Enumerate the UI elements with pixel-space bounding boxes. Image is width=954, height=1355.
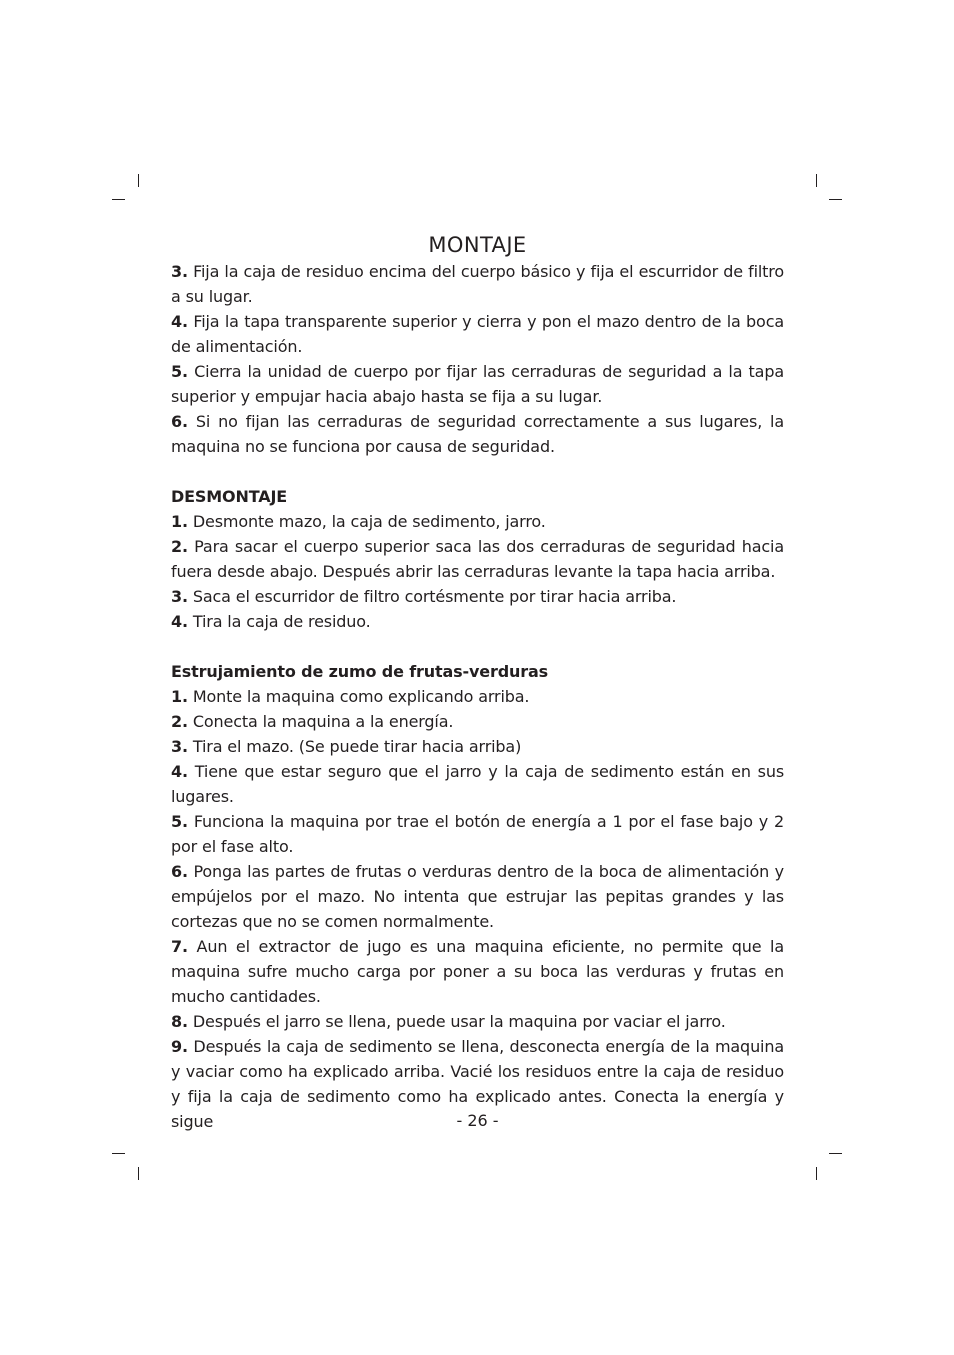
- item-text: Ponga las partes de frutas o verduras dentro de la boca de alimentación y empújelos por el mazo. No intenta que estrujar las pepitas grandes y las cortezas que no se comen normalmente.: [171, 862, 785, 931]
- item-text: Si no fijan las cerraduras de seguridad correctamente a sus lugares, la maquina no se funciona por causa de seguridad.: [171, 412, 785, 456]
- item-text: Saca el escurridor de filtro cortésmente por tirar hacia arriba.: [192, 587, 677, 606]
- item-text: Tira el mazo. (Se puede tirar hacia arriba): [192, 737, 522, 756]
- crop-mark: [138, 174, 139, 187]
- montaje-list: [171, 259, 784, 459]
- item-text: Después la caja de sedimento se llena, desconecta energía de la maquina y vaciar como ha explicado arriba. Vacié los residuos entre la caja de residuo y fija la caja de sedimento como ha explicado antes. Conecta la energía y sigue: [171, 1037, 784, 1131]
- item-text: Fija la caja de residuo encima del cuerpo básico y fija el escurridor de filtro a su lugar.: [171, 262, 784, 306]
- item-number: 4.: [171, 762, 188, 781]
- estrujamiento-item: [171, 709, 784, 734]
- desmontaje-item: [171, 609, 784, 634]
- page-title: MONTAJE: [428, 233, 527, 257]
- item-number: 8.: [171, 1012, 188, 1031]
- page-content: [171, 259, 784, 1134]
- item-number: 1.: [171, 687, 188, 706]
- item-number: 3.: [171, 737, 188, 756]
- montaje-item: [171, 409, 784, 459]
- item-number: 2.: [171, 712, 188, 731]
- item-text: Aun el extractor de jugo es una maquina eficiente, no permite que la maquina sufre mucho carga por poner a su boca las verduras y frutas en mucho cantidades.: [171, 937, 785, 1006]
- item-number: 4.: [171, 612, 188, 631]
- crop-mark: [138, 1167, 139, 1180]
- estrujamiento-section: [171, 659, 784, 1134]
- item-text: Tira la caja de residuo.: [192, 612, 371, 631]
- item-text: Funciona la maquina por trae el botón de energía a 1 por el fase bajo y 2 por el fase alto.: [171, 812, 785, 856]
- item-number: 5.: [171, 362, 188, 381]
- item-number: 4.: [171, 312, 188, 331]
- item-number: 6.: [171, 412, 188, 431]
- item-number: 3.: [171, 262, 188, 281]
- estrujamiento-item: [171, 734, 784, 759]
- item-text: Después el jarro se llena, puede usar la maquina por vaciar el jarro.: [192, 1012, 726, 1031]
- item-text: Fija la tapa transparente superior y cierra y pon el mazo dentro de la boca de alimentación.: [171, 312, 784, 356]
- crop-mark: [829, 199, 842, 200]
- section-heading: Estrujamiento de zumo de frutas-verduras: [171, 662, 549, 681]
- item-text: Conecta la maquina a la energía.: [192, 712, 454, 731]
- item-text: Para sacar el cuerpo superior saca las dos cerraduras de seguridad hacia fuera desde abajo. Después abrir las cerraduras levante la tapa hacia arriba.: [171, 537, 784, 581]
- montaje-item: [171, 259, 784, 309]
- montaje-item: [171, 309, 784, 359]
- item-text: Cierra la unidad de cuerpo por fijar las cerraduras de seguridad a la tapa superior y empujar hacia abajo hasta se fija a su lugar.: [171, 362, 784, 406]
- page-number: - 26 -: [456, 1111, 499, 1130]
- item-number: 3.: [171, 587, 188, 606]
- desmontaje-section: [171, 484, 784, 634]
- crop-mark: [112, 199, 125, 200]
- estrujamiento-item: [171, 934, 784, 1009]
- item-text: Monte la maquina como explicando arriba.: [192, 687, 530, 706]
- crop-mark: [112, 1153, 125, 1154]
- estrujamiento-item: [171, 684, 784, 709]
- item-number: 6.: [171, 862, 188, 881]
- montaje-item: [171, 359, 784, 409]
- item-number: 9.: [171, 1037, 188, 1056]
- section-heading: DESMONTAJE: [171, 487, 288, 506]
- desmontaje-item: [171, 534, 784, 584]
- estrujamiento-item: [171, 809, 784, 859]
- estrujamiento-item: [171, 1009, 784, 1034]
- item-number: 7.: [171, 937, 188, 956]
- estrujamiento-item: [171, 759, 784, 809]
- item-text: Tiene que estar seguro que el jarro y la caja de sedimento están en sus lugares.: [171, 762, 785, 806]
- item-text: Desmonte mazo, la caja de sedimento, jarro.: [192, 512, 546, 531]
- desmontaje-item: [171, 584, 784, 609]
- estrujamiento-item: [171, 859, 784, 934]
- item-number: 2.: [171, 537, 188, 556]
- item-number: 5.: [171, 812, 188, 831]
- crop-mark: [829, 1153, 842, 1154]
- item-number: 1.: [171, 512, 188, 531]
- desmontaje-item: [171, 509, 784, 534]
- crop-mark: [816, 174, 817, 187]
- crop-mark: [816, 1167, 817, 1180]
